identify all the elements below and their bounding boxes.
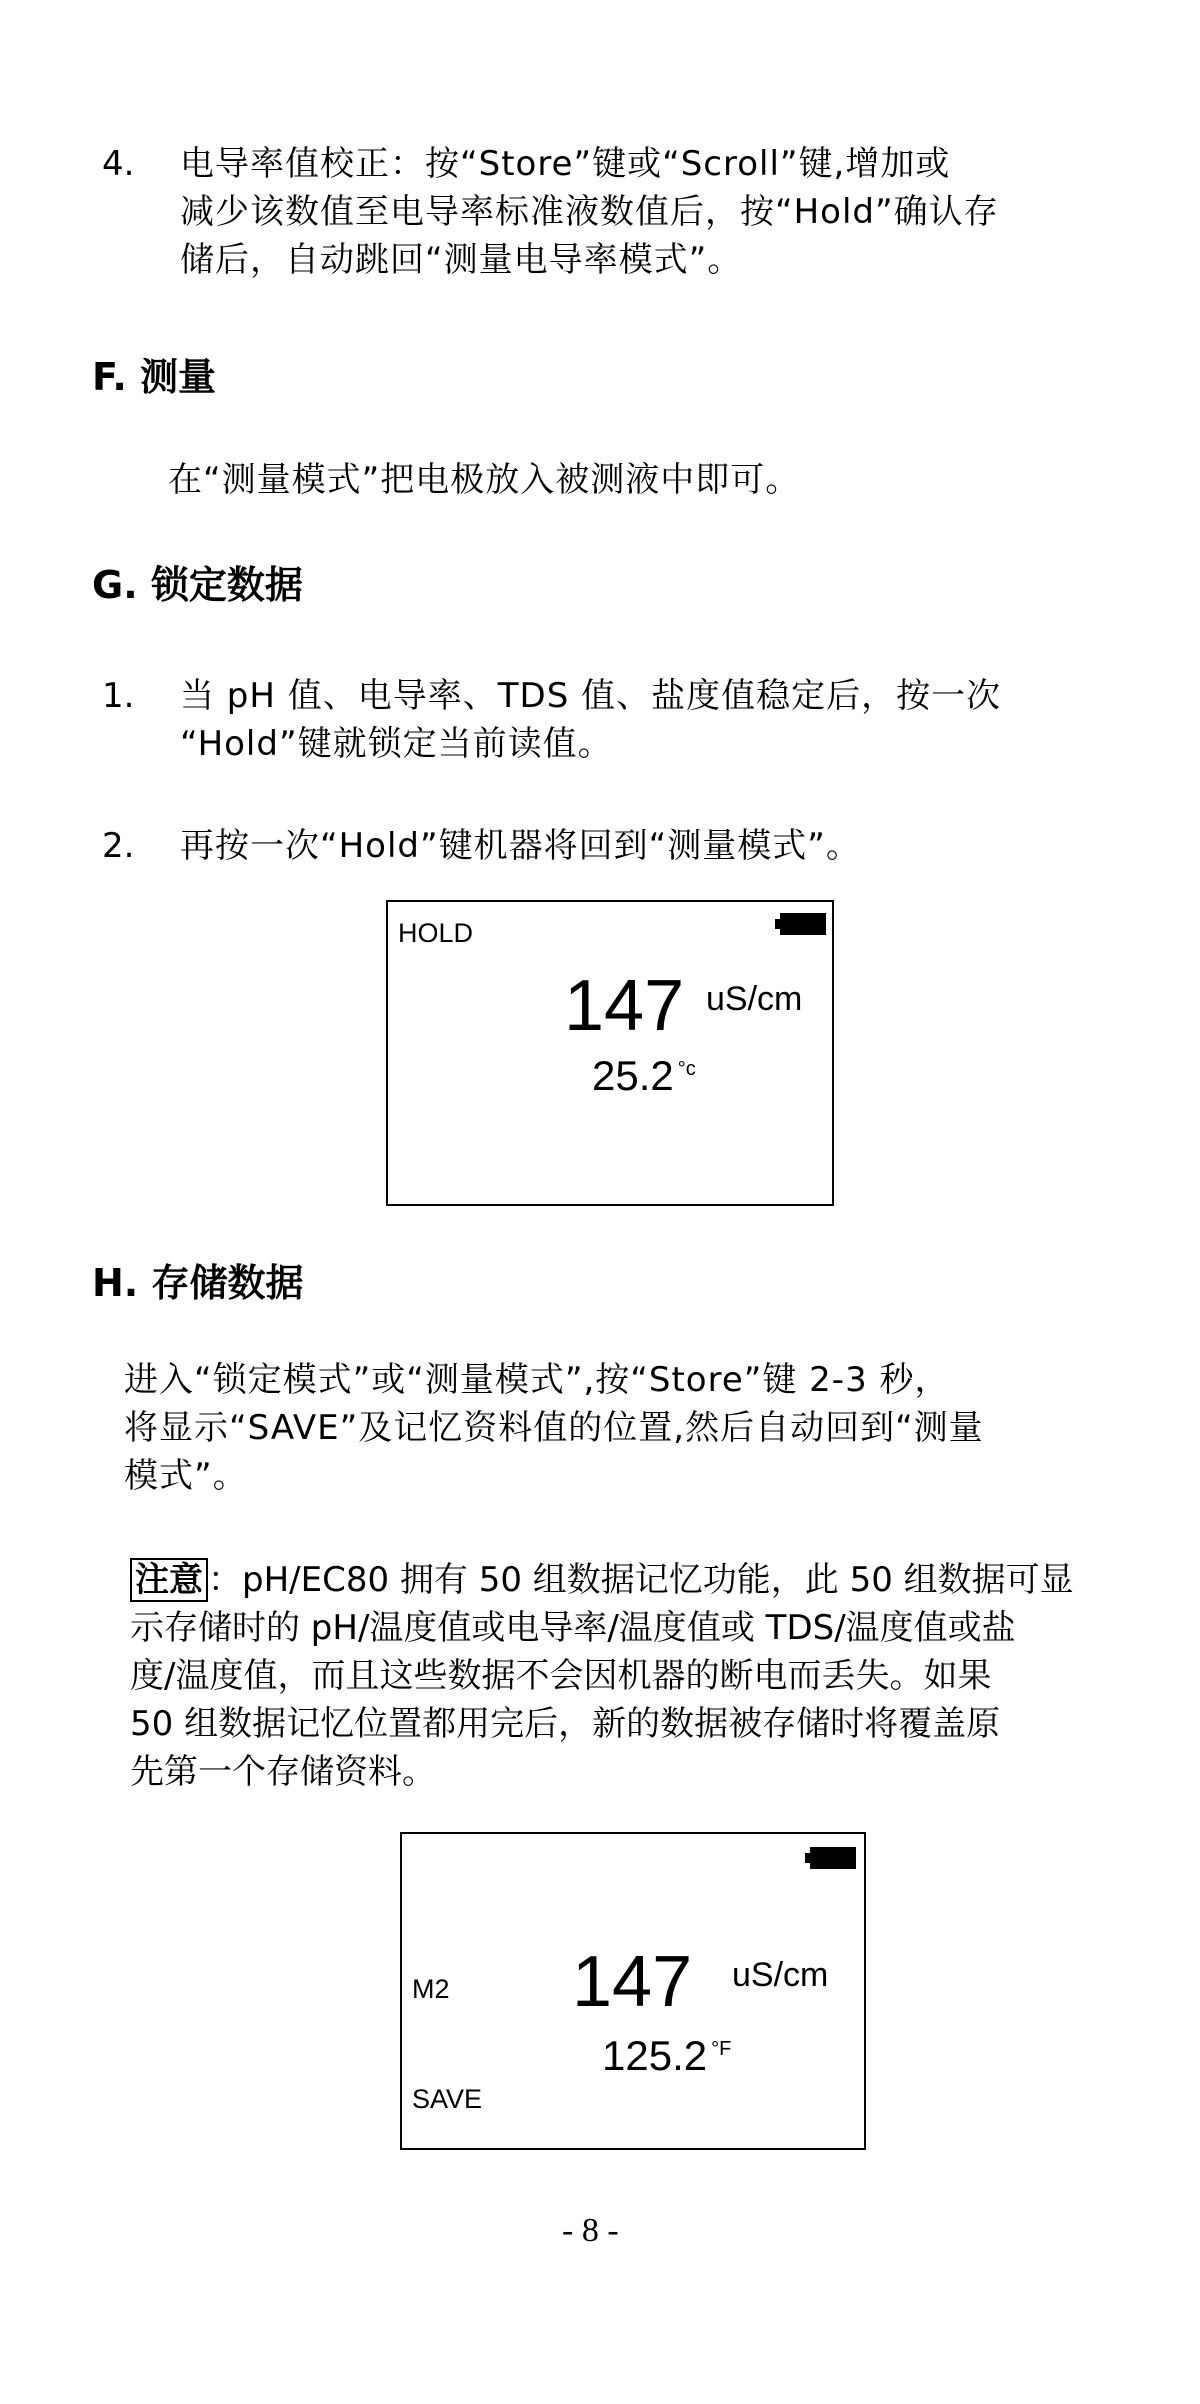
text-line: 电导率值校正：按“Store”键或“Scroll”键,增加或 [180,144,951,184]
conductivity-unit: uS/cm [732,1956,829,1994]
temperature-value: 125.2 [602,2032,708,2079]
battery-icon [780,913,826,935]
note-label: 注意 [130,1558,208,1602]
text-line: 当 pH 值、电导率、TDS 值、盐度值稳定后，按一次 [180,676,1002,716]
text-line: 示存储时的 pH/温度值或电导率/温度值或 TDS/温度值或盐 [130,1608,1016,1648]
lcd-display-save [400,1832,866,2150]
text-line: 模式”。 [124,1456,248,1496]
temperature-value: 25.2 [592,1052,674,1099]
memory-slot-indicator: M2 [412,1974,450,2004]
battery-icon [810,1847,856,1869]
list-number: 4. [102,144,135,184]
text-line: 将显示“SAVE”及记忆资料值的位置,然后自动回到“测量 [124,1408,984,1448]
conductivity-value: 147 [564,966,685,1046]
note-block [130,1556,1150,1796]
section-f-heading: F. 测量 [92,355,217,399]
text-line: 进入“锁定模式”或“测量模式”,按“Store”键 2-3 秒， [124,1360,950,1400]
section-g-item1 [180,672,1140,768]
item4-text [180,140,1140,284]
section-g-item2: 再按一次“Hold”键机器将回到“测量模式”。 [180,826,861,866]
save-indicator: SAVE [412,2084,483,2114]
temperature-reading [592,1052,696,1100]
hold-indicator: HOLD [398,918,474,948]
text-line: 先第一个存储资料。 [130,1752,436,1792]
note-text: ：pH/EC80 拥有 50 组数据记忆功能，此 50 组数据可显 [208,1560,1074,1600]
page-number: - 8 - [562,2212,619,2249]
conductivity-value: 147 [572,1942,693,2022]
lcd-display-hold [386,900,834,1206]
conductivity-unit: uS/cm [706,980,803,1018]
text-line: 减少该数值至电导率标准液数值后，按“Hold”确认存 [180,192,999,232]
list-number: 2. [102,826,135,866]
section-h-text [124,1356,1144,1500]
temperature-unit: °F [711,2038,732,2060]
text-line: 储后，自动跳回“测量电导率模式”。 [180,240,743,280]
temperature-reading [602,2032,731,2080]
text-line [130,1556,1150,1604]
section-g-heading: G. 锁定数据 [92,563,303,607]
list-number: 1. [102,676,135,716]
text-line: “Hold”键就锁定当前读值。 [180,724,613,764]
section-f-text: 在“测量模式”把电极放入被测液中即可。 [168,460,801,500]
text-line: 50 组数据记忆位置都用完后，新的数据被存储时将覆盖原 [130,1704,1001,1744]
text-line: 度/温度值，而且这些数据不会因机器的断电而丢失。如果 [130,1656,992,1696]
temperature-unit: °c [677,1058,696,1080]
section-h-heading: H. 存储数据 [92,1261,304,1305]
